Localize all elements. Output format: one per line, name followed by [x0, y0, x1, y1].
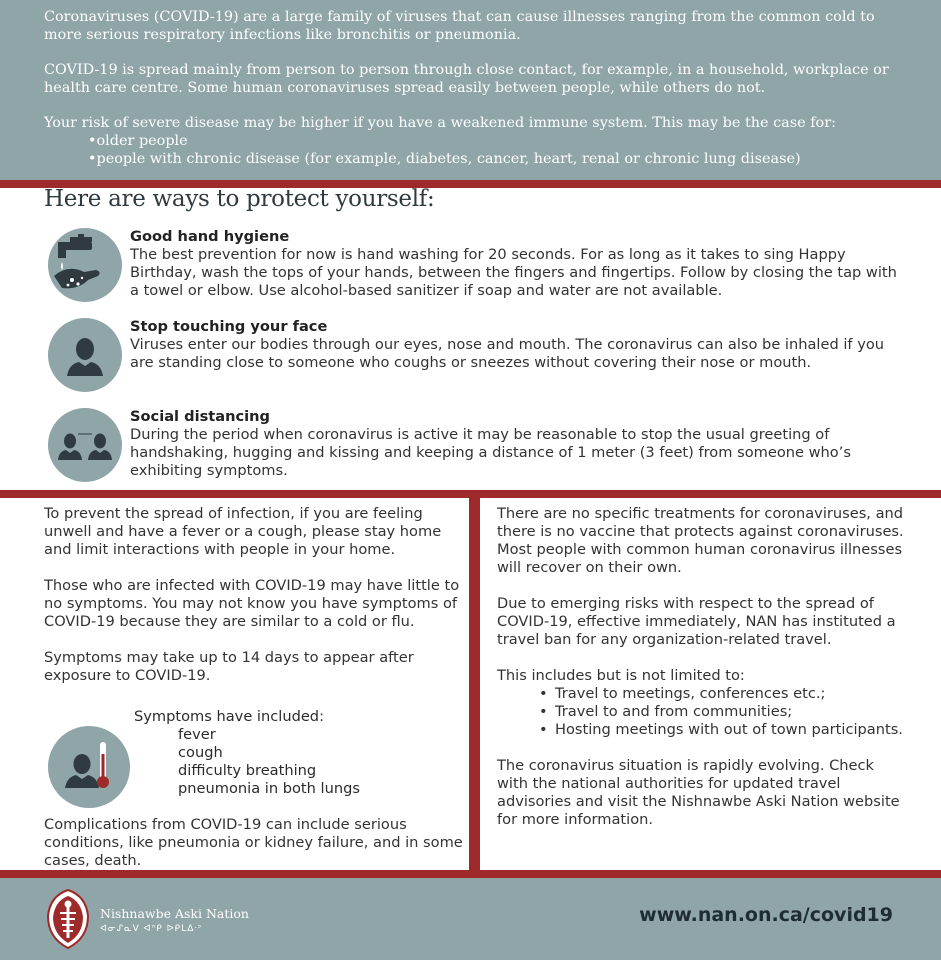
protect-title: Here are ways to protect yourself:	[44, 186, 435, 212]
risk-group-list	[44, 132, 901, 168]
column-divider	[469, 497, 480, 872]
intro-paragraph-1: Coronaviruses (COVID-19) are a large family of viruses that can cause illnesses ranging from the common cold to more serious respiratory infections like bronchitis or pneumonia.	[44, 9, 875, 43]
right-paragraph-3: This includes but is not limited to:	[497, 667, 745, 684]
symptom-item: pneumonia in both lungs	[178, 780, 360, 797]
complications-paragraph: Complications from COVID-19 can include serious conditions, like pneumonia or kidney failure, and in some cases, death.	[44, 816, 463, 869]
tip-body: Viruses enter our bodies through our eyes, nose and mouth. The coronavirus can also be inhaled if you are standing close to someone who coughs or sneezes without covering their nose or mouth.	[130, 336, 885, 371]
intro-paragraph-3: Your risk of severe disease may be higher if you have a weakened immune system. This may be the case for:	[44, 115, 836, 131]
tip-heading: Stop touching your face	[130, 318, 328, 335]
left-column	[44, 505, 464, 703]
tip-heading: Good hand hygiene	[130, 228, 290, 245]
symptoms-list	[178, 726, 360, 798]
nan-logo	[46, 888, 90, 950]
intro-band	[0, 0, 941, 180]
org-name: Nishnawbe Aski Nation	[100, 906, 249, 921]
two-people-icon	[48, 408, 122, 482]
symptom-item: cough	[178, 744, 223, 761]
right-paragraph-4: The coronavirus situation is rapidly evolving. Check with the national authorities for updated travel advisories and visit the Nishnawbe Aski Nation website for more information.	[497, 757, 900, 828]
travel-ban-item: • Hosting meetings with out of town participants.	[537, 721, 907, 739]
thermometer-person-icon	[48, 726, 130, 808]
tip-heading: Social distancing	[130, 408, 270, 425]
travel-ban-item: • Travel to and from communities;	[537, 703, 907, 721]
left-paragraph-1: To prevent the spread of infection, if you are feeling unwell and have a fever or a cough, please stay home and limit interactions with people in your home.	[44, 505, 442, 558]
travel-ban-item: • Travel to meetings, conferences etc.;	[537, 685, 907, 703]
person-icon	[48, 318, 122, 392]
right-paragraph-1: There are no specific treatments for coronaviruses, and there is no vaccine that protects against coronaviruses. Most people with common human coronavirus illnesses will recover on their own.	[497, 505, 904, 576]
tip-body: During the period when coronavirus is active it may be reasonable to stop the usual greeting of handshaking, hugging and kissing and keeping a distance of 1 meter (3 feet) from someone who’s exhibiting symptoms.	[130, 426, 851, 479]
website-link[interactable]: www.nan.on.ca/covid19	[639, 904, 893, 926]
travel-ban-list	[497, 685, 907, 739]
right-paragraph-2: Due to emerging risks with respect to the spread of COVID-19, effective immediately, NAN has instituted a travel ban for any organization-related travel.	[497, 595, 896, 648]
hand-washing-icon	[48, 228, 122, 302]
symptom-item: difficulty breathing	[178, 762, 317, 779]
org-name-syllabics: ᐊᓂᔑᓇᐯ ᐊᐢᑭ ᐅᑭᒪᐃᐧᐣ	[100, 924, 203, 934]
intro-paragraph-2: COVID-19 is spread mainly from person to person through close contact, for example, in a household, workplace or health care centre. Some human coronaviruses spread easily between people, while others do not.	[44, 62, 889, 96]
risk-group-item: • older people	[88, 132, 901, 150]
left-paragraph-3: Symptoms may take up to 14 days to appear after exposure to COVID-19.	[44, 649, 414, 684]
symptoms-title: Symptoms have included:	[134, 708, 324, 725]
risk-group-item: • people with chronic disease (for example, diabetes, cancer, heart, renal or chronic lung disease)	[88, 150, 901, 168]
left-paragraph-2: Those who are infected with COVID-19 may have little to no symptoms. You may not know you have symptoms of COVID-19 because they are similar to a cold or flu.	[44, 577, 460, 630]
symptom-item: fever	[178, 726, 216, 743]
divider-bottom	[0, 870, 941, 878]
footer	[0, 878, 941, 960]
tip-body: The best prevention for now is hand washing for 20 seconds. For as long as it takes to sing Happy Birthday, wash the tops of your hands, between the fingers and fingertips. Follow by closing the tap with a towel or elbow. Use alcohol-based sanitizer if soap and water are not available.	[130, 246, 897, 299]
right-column	[497, 505, 907, 847]
